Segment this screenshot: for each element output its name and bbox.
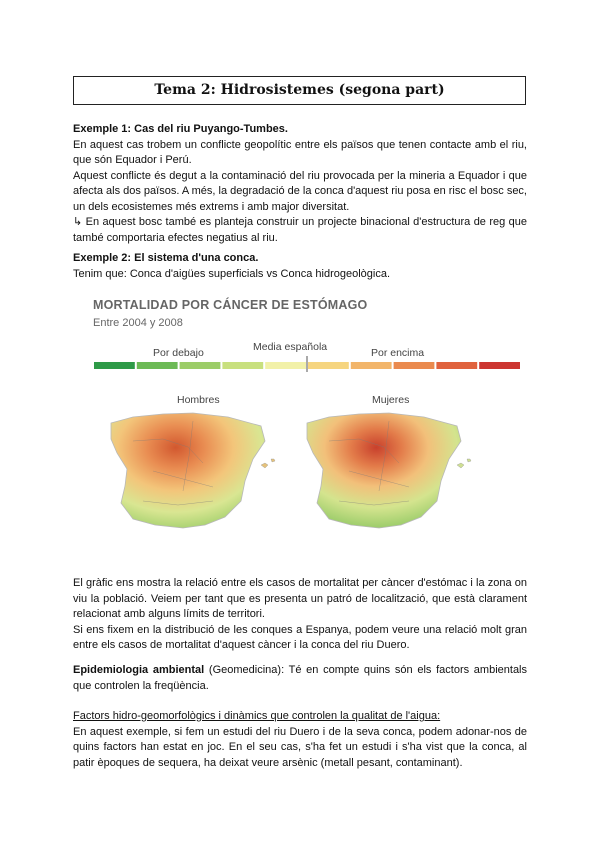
scale-swatch	[308, 362, 349, 369]
scale-swatch	[180, 362, 221, 369]
scale-swatch	[265, 362, 306, 369]
figure-subtitle: Entre 2004 y 2008	[93, 317, 183, 329]
analysis-paragraph-2: Si ens fixem en la distribució de les conques a Espanya, podem veure una relació molt gran entre els casos de mortalitat d'aquest càncer i la conca del riu Duero.	[73, 623, 527, 651]
example-1-paragraph-1: En aquest cas trobem un conflicte geopolític entre els països que tenen contacte amb el riu, que són Equador i Perú.	[73, 138, 527, 166]
example-1-paragraph-2: Aquest conflicte és degut a la contaminació del riu provocada per la mineria a Equador i que afecta als dos països. A més, la degradació de la conca d'aquest riu posa en risc el bosc sec, un dels ecosistemes més extrems i amb major diversitat.	[73, 169, 527, 213]
example-2-paragraph: Tenim que: Conca d'aigües superficials vs Conca hidrogeològica.	[73, 267, 391, 280]
scale-swatch	[436, 362, 477, 369]
factors-heading: Factors hidro-geomorfològics i dinàmics que controlen la qualitat de l'aigua:	[73, 710, 441, 722]
figure-title: MORTALIDAD POR CÁNCER DE ESTÓMAGO	[93, 298, 368, 312]
scale-swatch	[479, 362, 520, 369]
map-label-hombres: Hombres	[177, 394, 220, 406]
color-scale-legend	[93, 356, 521, 376]
analysis-section	[73, 576, 527, 654]
page-title: Tema 2: Hidrosistemes (segona part)	[73, 76, 526, 105]
example-1-section	[73, 122, 527, 246]
example-1-paragraph-3: ↳ En aquest bosc també es planteja construir un projecte binacional d'estructura de reg que també comportaria efectes negatius al riu.	[73, 216, 527, 244]
epidemiology-term: Epidemiologia ambiental	[73, 664, 205, 676]
scale-swatch	[137, 362, 178, 369]
epidemiology-section	[73, 663, 527, 694]
epidemiology-paragraph	[73, 663, 527, 694]
factors-section	[73, 709, 527, 771]
example-2-heading: Exemple 2: El sistema d'una conca.	[73, 252, 259, 264]
example-2-section	[73, 251, 527, 282]
scale-swatch	[351, 362, 392, 369]
analysis-paragraph-1: El gràfic ens mostra la relació entre els casos de mortalitat per càncer d'estómac i la zona on viu la població. Veiem per tant que es presenta un patró de localització, que està clarament relacionat amb alguns límits de territori.	[73, 577, 527, 620]
legend-above-label: Por encima	[371, 347, 425, 359]
scale-swatch	[394, 362, 435, 369]
example-1-heading: Exemple 1: Cas del riu Puyango-Tumbes.	[73, 123, 288, 135]
legend-mid-label: Media española	[253, 341, 328, 353]
factors-paragraph: En aquest exemple, si fem un estudi del riu Duero i de la seva conca, podem adonar-nos de quins factors han estat en joc. En el seu cas, s'ha fet un estudi i s'ha vist que la conca, al patir èpoques de sequera, ha deixat veure arsènic (metall pesant, contaminant).	[73, 725, 527, 769]
epidemiology-definition: (Geomedicina): Té en compte quins són els factors ambientals que controlen la freqüència.	[73, 664, 528, 692]
spain-maps	[93, 401, 521, 561]
scale-swatch	[94, 362, 135, 369]
map-hombres	[111, 413, 275, 528]
mortality-map-figure	[93, 296, 521, 558]
map-mujeres	[307, 413, 471, 528]
map-label-mujeres: Mujeres	[372, 394, 410, 406]
legend-below-label: Por debajo	[153, 347, 204, 359]
scale-swatch	[222, 362, 263, 369]
